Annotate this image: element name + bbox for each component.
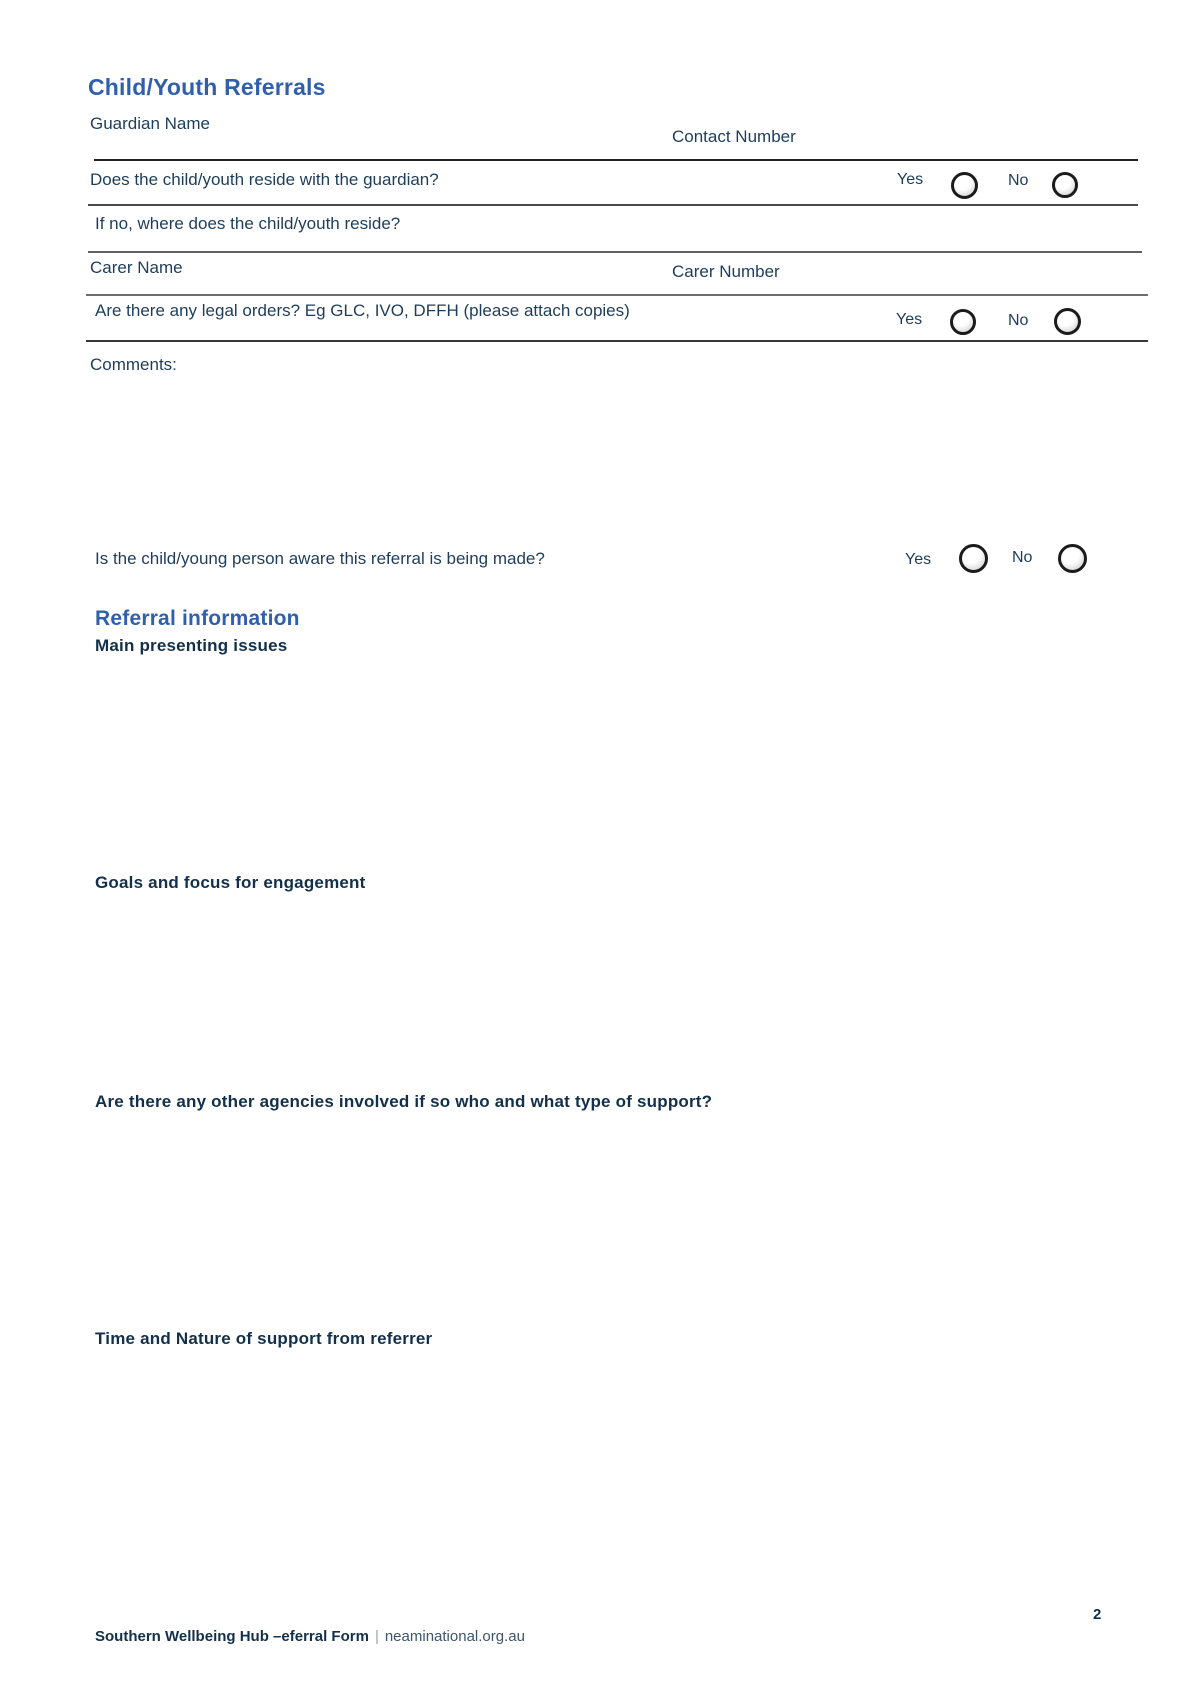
agencies-question: Are there any other agencies involved if so who and what type of support? <box>95 1092 713 1111</box>
aware-no-label: No <box>1012 549 1033 566</box>
support-field[interactable] <box>90 1362 1140 1582</box>
support-label: Time and Nature of support from referrer <box>95 1329 433 1348</box>
carer-name-label: Carer Name <box>90 258 183 277</box>
goals-field[interactable] <box>90 905 1140 1080</box>
legal-orders-no-label: No <box>1008 312 1029 329</box>
reside-no-radio[interactable] <box>1052 172 1078 198</box>
contact-number-label: Contact Number <box>672 127 796 146</box>
carer-name-field[interactable] <box>240 256 660 292</box>
aware-yes-radio[interactable] <box>959 544 988 573</box>
footer <box>95 1628 525 1646</box>
carer-number-field[interactable] <box>830 256 1135 292</box>
carer-row-underline <box>86 294 1148 296</box>
section-heading-referral-information: Referral information <box>95 607 300 630</box>
goals-label: Goals and focus for engagement <box>95 873 366 892</box>
legal-orders-no-radio[interactable] <box>1054 308 1081 335</box>
guardian-name-field[interactable] <box>95 112 655 157</box>
carer-number-label: Carer Number <box>672 262 780 281</box>
reside-yes-label: Yes <box>897 171 924 188</box>
if-no-reside-field[interactable] <box>470 210 1135 250</box>
comments-field[interactable] <box>90 385 1140 535</box>
if-no-question: If no, where does the child/youth reside? <box>95 214 401 233</box>
legal-orders-yes-label: Yes <box>896 311 923 328</box>
agencies-field[interactable] <box>90 1125 1140 1315</box>
reside-no-label: No <box>1008 172 1029 189</box>
section-heading-child-youth-referrals: Child/Youth Referrals <box>88 74 326 100</box>
legal-orders-yes-radio[interactable] <box>950 309 976 335</box>
reside-row-underline <box>88 204 1138 206</box>
page-number: 2 <box>1093 1606 1102 1623</box>
guardian-row-underline <box>94 159 1138 161</box>
footer-separator: | <box>374 1628 379 1645</box>
aware-yes-label: Yes <box>905 551 932 568</box>
comments-label: Comments: <box>90 355 177 374</box>
main-presenting-issues-field[interactable] <box>90 665 1140 860</box>
contact-number-field[interactable] <box>830 112 1135 157</box>
guardian-name-label: Guardian Name <box>90 114 211 133</box>
legal-orders-question: Are there any legal orders? Eg GLC, IVO, DFFH (please attach copies) <box>95 301 630 320</box>
footer-form-title: Southern Wellbeing Hub –eferral Form <box>95 1628 369 1645</box>
if-no-row-underline <box>88 251 1142 253</box>
footer-website-link[interactable]: neaminational.org.au <box>384 1628 525 1645</box>
reside-question: Does the child/youth reside with the guardian? <box>90 170 439 189</box>
aware-no-radio[interactable] <box>1058 544 1087 573</box>
legal-orders-row-underline <box>86 340 1148 342</box>
reside-yes-radio[interactable] <box>951 172 978 199</box>
main-presenting-issues-label: Main presenting issues <box>95 636 288 655</box>
aware-question: Is the child/young person aware this referral is being made? <box>95 549 545 568</box>
